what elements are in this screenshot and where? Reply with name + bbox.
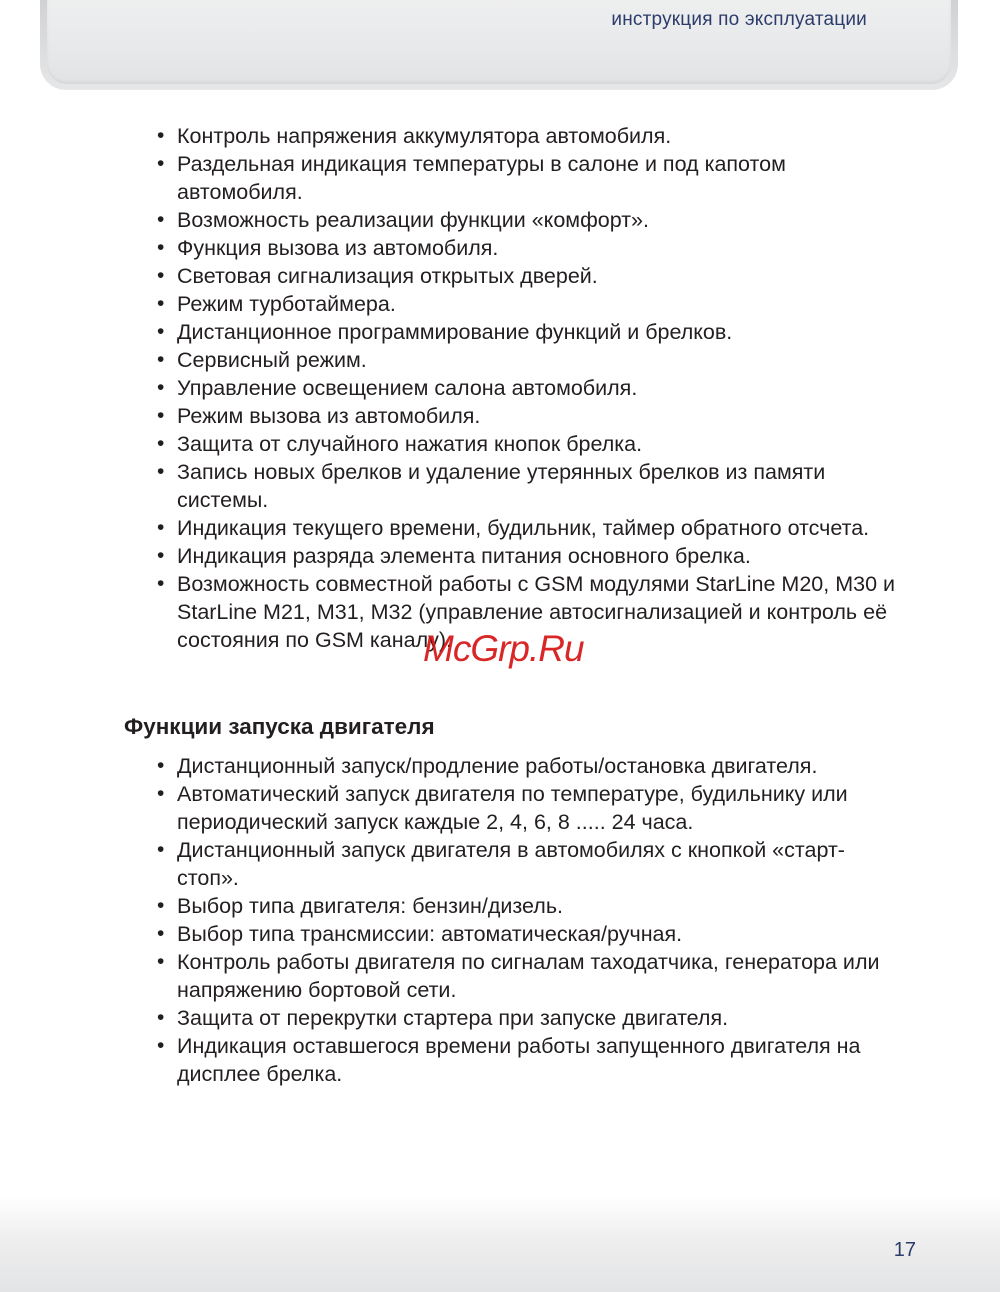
bullet: • bbox=[157, 376, 165, 399]
list-item bbox=[0, 1004, 1000, 1032]
list-item bbox=[0, 122, 1000, 150]
bullet: • bbox=[157, 348, 165, 371]
bullet: • bbox=[157, 516, 165, 539]
list-item bbox=[0, 892, 1000, 920]
list-item bbox=[0, 948, 1000, 1004]
header-frame bbox=[40, 0, 958, 90]
bullet: • bbox=[157, 1006, 165, 1029]
list-item bbox=[0, 318, 1000, 346]
bullet: • bbox=[157, 1034, 165, 1057]
bullet: • bbox=[157, 292, 165, 315]
list-item bbox=[0, 836, 1000, 892]
list-item bbox=[0, 514, 1000, 542]
header-panel bbox=[47, 0, 951, 84]
bullet: • bbox=[157, 782, 165, 805]
list-item-text: Режим вызова из автомобиля. bbox=[177, 404, 481, 428]
bullet: • bbox=[157, 236, 165, 259]
list-item-text: Контроль работы двигателя по сигналам таходатчика, генератора или напряжению бортовой сети. bbox=[177, 950, 880, 1002]
list-item bbox=[0, 402, 1000, 430]
section-heading: Функции запуска двигателя bbox=[124, 714, 435, 739]
bullet: • bbox=[157, 950, 165, 973]
list-item bbox=[0, 458, 1000, 514]
list-item-text: Защита от перекрутки стартера при запуске двигателя. bbox=[177, 1006, 729, 1030]
footer-band bbox=[0, 1196, 1000, 1292]
list-item-text: Режим турботаймера. bbox=[177, 292, 396, 316]
bullet: • bbox=[157, 404, 165, 427]
list-item-text: Функция вызова из автомобиля. bbox=[177, 236, 499, 260]
list-item-text: Индикация текущего времени, будильник, таймер обратного отсчета. bbox=[177, 516, 870, 540]
list-item bbox=[0, 150, 1000, 206]
list-item-text: Возможность совместной работы с GSM модулями StarLine M20, M30 и StarLine M21, M31, M32 (управление автосигнализацией и контроль её состояния по GSM каналу). bbox=[177, 572, 896, 652]
bullet: • bbox=[157, 894, 165, 917]
list-item-text: Раздельная индикация температуры в салоне и под капотом автомобиля. bbox=[177, 152, 786, 204]
watermark-text: McGrp.Ru bbox=[423, 628, 584, 669]
header-title: инструкция по эксплуатации bbox=[611, 9, 867, 30]
bullet: • bbox=[157, 460, 165, 483]
list-item bbox=[0, 920, 1000, 948]
list-item bbox=[0, 262, 1000, 290]
bullet: • bbox=[157, 152, 165, 175]
engine-functions-list bbox=[0, 752, 1000, 1088]
list-item bbox=[0, 290, 1000, 318]
list-item-text: Дистанционное программирование функций и брелков. bbox=[177, 320, 733, 344]
bullet: • bbox=[157, 124, 165, 147]
list-item-text: Дистанционный запуск двигателя в автомобилях с кнопкой «старт-стоп». bbox=[177, 838, 845, 890]
list-item bbox=[0, 374, 1000, 402]
list-item-text: Дистанционный запуск/продление работы/остановка двигателя. bbox=[177, 754, 818, 778]
bullet: • bbox=[157, 572, 165, 595]
list-item-text: Контроль напряжения аккумулятора автомобиля. bbox=[177, 124, 672, 148]
list-item-text: Автоматический запуск двигателя по температуре, будильнику или периодический запуск каждые 2, 4, 6, 8 ..... 24 часа. bbox=[177, 782, 848, 834]
list-item bbox=[0, 206, 1000, 234]
list-item-text: Выбор типа трансмиссии: автоматическая/ручная. bbox=[177, 922, 683, 946]
bullet: • bbox=[157, 838, 165, 861]
list-item bbox=[0, 542, 1000, 570]
list-item-text: Выбор типа двигателя: бензин/дизель. bbox=[177, 894, 563, 918]
bullet: • bbox=[157, 922, 165, 945]
list-item bbox=[0, 780, 1000, 836]
list-item-text: Запись новых брелков и удаление утерянных брелков из памяти системы. bbox=[177, 460, 826, 512]
bullet: • bbox=[157, 264, 165, 287]
list-item-text: Возможность реализации функции «комфорт». bbox=[177, 208, 649, 232]
bullet: • bbox=[157, 432, 165, 455]
list-item-text: Сервисный режим. bbox=[177, 348, 367, 372]
bullet: • bbox=[157, 208, 165, 231]
list-item bbox=[0, 430, 1000, 458]
page-number: 17 bbox=[893, 1239, 916, 1261]
list-item-text: Индикация оставшегося времени работы запущенного двигателя на дисплее брелка. bbox=[177, 1034, 861, 1086]
features-list bbox=[0, 122, 1000, 654]
list-item-text: Управление освещением салона автомобиля. bbox=[177, 376, 638, 400]
list-item bbox=[0, 346, 1000, 374]
list-item bbox=[0, 234, 1000, 262]
list-item bbox=[0, 752, 1000, 780]
bullet: • bbox=[157, 320, 165, 343]
list-item-text: Защита от случайного нажатия кнопок брелка. bbox=[177, 432, 643, 456]
bullet: • bbox=[157, 544, 165, 567]
list-item bbox=[0, 1032, 1000, 1088]
bullet: • bbox=[157, 754, 165, 777]
list-item-text: Индикация разряда элемента питания основного брелка. bbox=[177, 544, 751, 568]
list-item-text: Световая сигнализация открытых дверей. bbox=[177, 264, 598, 288]
